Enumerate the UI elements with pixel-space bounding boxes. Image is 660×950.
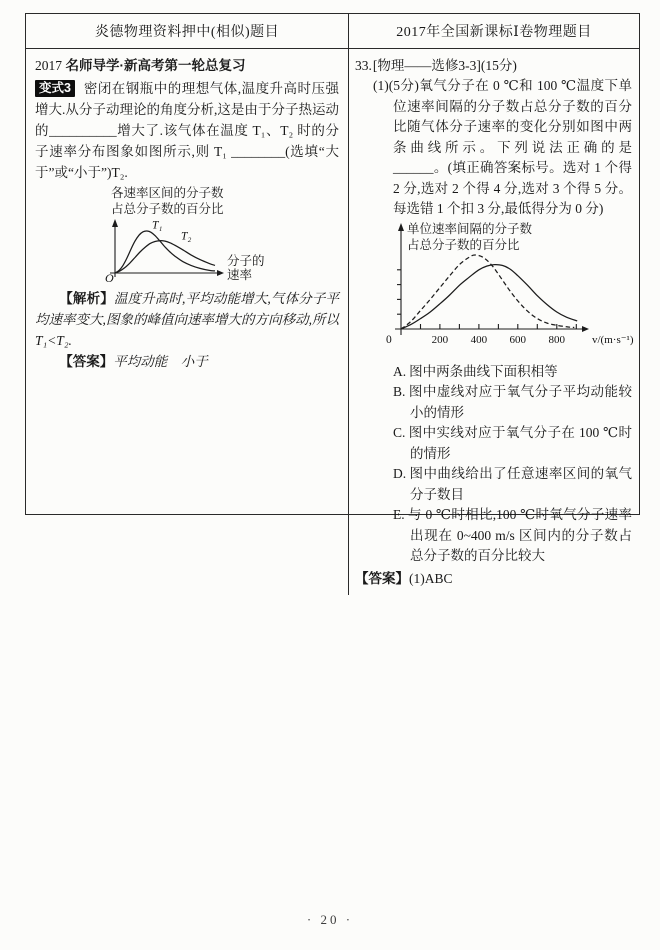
table-header-right: 2017年全国新课标Ⅰ卷物理题目	[348, 14, 639, 48]
question-33-heading	[355, 55, 632, 76]
option-B	[393, 382, 632, 423]
source-year: 2017	[35, 58, 62, 73]
problem-statement	[35, 78, 339, 183]
option-C-text: 图中实线对应于氧气分子在 100 ℃时的情形	[408, 425, 632, 461]
problem-text: 密闭在钢瓶中的理想气体,温度升高时压强增大.从分子动理论的角度分析,这是由于分子热运动的__________增大了.该气体在温度 T₁、T₂ 时的分子速率分布图象如图所示,则 T₁ ________(选填“大于”或“小于”)T₂.	[35, 81, 340, 180]
right-graph-y-axis-label	[407, 221, 532, 253]
left-answer-label: 【答案】	[59, 354, 114, 369]
option-C-key: C.	[393, 425, 406, 440]
option-E	[393, 505, 632, 567]
x-axis-label-line2: 速率	[227, 268, 253, 282]
option-C	[393, 423, 632, 464]
option-list	[355, 362, 632, 567]
option-A-key: A.	[393, 363, 407, 379]
option-A	[393, 362, 632, 383]
option-D-text: 图中曲线给出了任意速率区间的氧气分子数目	[409, 466, 632, 502]
curve-label: T₁	[152, 219, 163, 232]
analysis-label: 【解析】	[59, 291, 114, 306]
left-answer-text: 平均动能 小于	[113, 354, 208, 369]
source-title: 名师导学·新高考第一轮总复习	[65, 58, 246, 73]
T₁-curve	[115, 231, 215, 273]
question-title: [物理——选修3-3](15分)	[372, 58, 517, 73]
right-answer-label: 【答案】	[355, 570, 409, 586]
y-axis-label-line2: 占总分子数的百分比	[111, 202, 224, 216]
x-axis-label-line1: 分子的	[227, 254, 265, 268]
x-axis-arrow-icon	[582, 326, 589, 332]
x-tick-label: 200	[431, 333, 449, 346]
analysis-text: 温度升高时,平均动能增大,气体分子平均速率变大,图象的峰值向速率增大的方向移动,所以 T₁<T₂.	[35, 291, 339, 348]
option-E-text: 与 0 ℃时相比,100 ℃时氧气分子速率出现在 0~400 m/s 区间内的分子数占总分子数的百分比较大	[407, 507, 632, 563]
option-B-key: B.	[393, 384, 406, 399]
source-line	[35, 55, 339, 77]
part-1-statement: (1)(5分)氧气分子在 0 ℃和 100 ℃温度下单位速率间隔的分子数占总分子数的百分比随气体分子速率的变化分别如图中两条曲线所示。下列说法正确的是______。(填正确答案标号。选对 1 个得 2 分,选对 2 个得 4 分,选对 3 个得 5 分。每选错 1 个扣 3 分,最低得分为 0 分)	[373, 78, 632, 216]
option-E-key: E.	[393, 507, 405, 522]
x-tick-label: 800	[548, 333, 566, 346]
origin-label: O	[105, 271, 114, 285]
x-tick-label: 400	[470, 333, 488, 346]
left-answer-paragraph	[35, 351, 339, 372]
实线-curve	[401, 264, 577, 328]
speed-distribution-figure	[103, 185, 339, 285]
right-answer-paragraph	[355, 568, 632, 589]
option-A-text: 图中两条曲线下面积相等	[409, 363, 558, 379]
variant-badge: 变式3	[35, 80, 75, 97]
curve-label: T₂	[181, 230, 192, 243]
oxygen-distribution-figure	[373, 221, 632, 360]
right-answer-text: (1)ABC	[409, 570, 453, 586]
x-axis-unit-label: v/(m·s⁻¹)	[592, 333, 634, 346]
x-tick-label: 600	[509, 333, 527, 346]
option-D-key: D.	[393, 466, 407, 481]
comparison-table	[25, 13, 640, 586]
option-B-text: 图中虚线对应于氧气分子平均动能较小的情形	[408, 384, 632, 420]
page-number: · 20 ·	[306, 912, 354, 927]
option-D	[393, 464, 632, 505]
origin-label: 0	[386, 333, 392, 346]
analysis-paragraph	[35, 288, 339, 351]
y-axis-arrow-icon	[398, 223, 404, 231]
y-axis-label-line1: 单位速率间隔的分子数	[407, 221, 533, 236]
table-header-row	[26, 14, 639, 49]
table-header-left: 炎德物理资料押中(相似)题目	[94, 25, 280, 40]
left-graph-svg	[103, 217, 281, 285]
question-number: 33.	[355, 58, 372, 73]
exam-problem-cell	[348, 49, 639, 595]
table-body-row	[26, 49, 639, 586]
y-axis-arrow-icon	[112, 219, 118, 227]
left-graph-y-axis-label	[111, 185, 339, 217]
y-axis-label-line2: 占总分子数的百分比	[407, 237, 520, 252]
x-axis-arrow-icon	[217, 270, 224, 276]
y-axis-label-line1: 各速率区间的分子数	[111, 186, 224, 200]
similar-problem-cell	[26, 49, 348, 595]
